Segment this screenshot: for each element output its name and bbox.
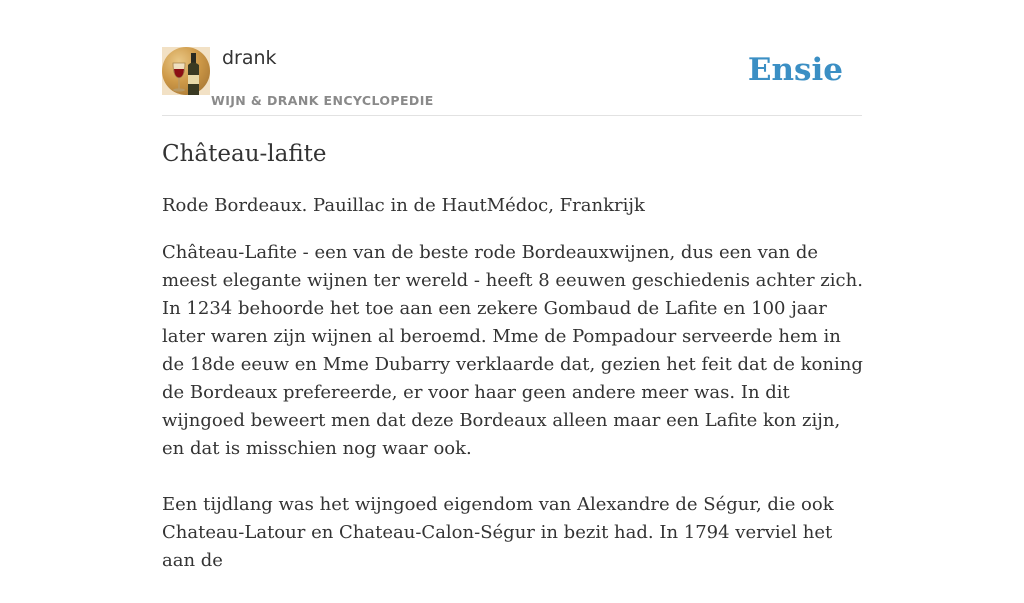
encyclopedia-subtitle: WIJN & DRANK ENCYCLOPEDIE	[211, 93, 434, 108]
category-avatar[interactable]	[162, 47, 210, 95]
article-body	[162, 239, 867, 603]
wine-glass-bottle-icon	[162, 47, 210, 95]
ensie-logo[interactable]: Ensie	[747, 52, 843, 88]
content-column	[162, 0, 863, 571]
category-link[interactable]: drank	[222, 47, 277, 69]
header	[162, 0, 862, 116]
article-title: Château-lafite	[162, 141, 327, 167]
article-paragraph: Een tijdlang was het wijngoed eigendom van Alexandre de Ségur, die ook Chateau-Latour en Chateau-Calon-Ségur in bezit had. In 1794 verviel het aan de	[162, 494, 834, 571]
article-lead: Rode Bordeaux. Pauillac in de HautMédoc, Frankrijk	[162, 195, 645, 216]
article-paragraph: Château-Lafite - een van de beste rode Bordeauxwijnen, dus een van de meest elegante wijnen ter wereld - heeft 8 eeuwen geschiedenis achter zich. In 1234 behoorde het toe aan een zekere Gombaud de Lafite en 100 jaar later waren zijn wijnen al beroemd. Mme de Pompadour serveerde hem in de 18de eeuw en Mme Dubarry verklaarde dat, gezien het feit dat de koning de Bordeaux prefereerde, er voor haar geen andere meer was. In dit wijngoed beweert men dat deze Bordeaux alleen maar een Lafite kon zijn, en dat is misschien nog waar ook.	[162, 242, 863, 459]
